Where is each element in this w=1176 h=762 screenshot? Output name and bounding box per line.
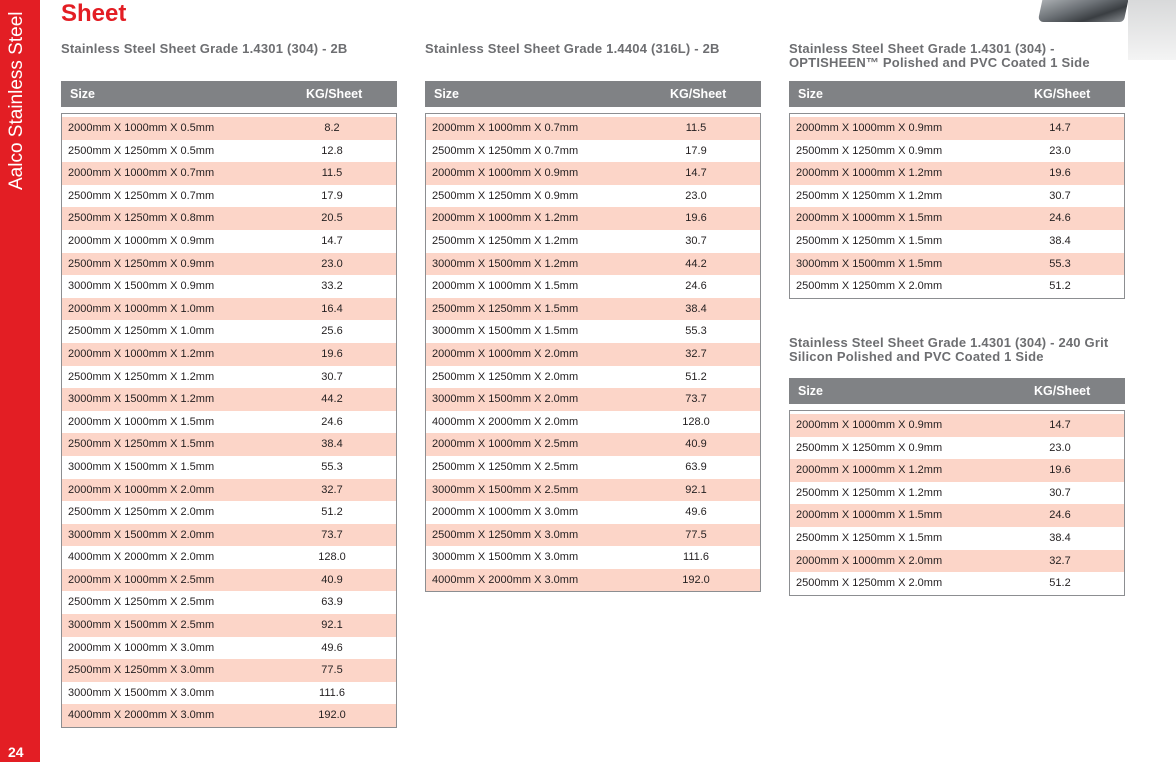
kg-cell: 20.5 (321, 212, 343, 225)
kg-cell: 17.9 (685, 144, 707, 157)
table-row (62, 275, 396, 298)
table-row (790, 550, 1124, 573)
kg-cell: 38.4 (685, 302, 707, 315)
size-cell: 2000mm X 1000mm X 1.5mm (796, 509, 943, 522)
size-cell: 2000mm X 1000mm X 0.7mm (432, 122, 579, 134)
size-cell: 3000mm X 1500mm X 2.0mm (68, 528, 215, 541)
size-cell: 2500mm X 1250mm X 2.5mm (432, 460, 579, 473)
table-header (425, 81, 761, 107)
page-number: 24 (8, 744, 24, 760)
size-cell: 2000mm X 1000mm X 3.0mm (432, 506, 579, 519)
size-cell: 4000mm X 2000mm X 2.0mm (432, 415, 579, 428)
table-row (426, 320, 760, 343)
table-row (62, 682, 396, 705)
table-row (62, 591, 396, 614)
size-cell: 2500mm X 1250mm X 1.2mm (796, 486, 943, 499)
table-row (426, 388, 760, 411)
kg-cell: 30.7 (685, 234, 707, 247)
size-cell: 2500mm X 1250mm X 3.0mm (432, 528, 579, 541)
page-title: Sheet (61, 0, 127, 27)
size-cell: 2000mm X 1000mm X 2.0mm (68, 483, 215, 496)
size-cell: 3000mm X 1500mm X 2.5mm (68, 619, 215, 632)
kg-cell: 14.7 (685, 167, 707, 180)
size-cell: 3000mm X 1500mm X 1.2mm (432, 257, 579, 270)
size-cell: 2000mm X 1000mm X 1.0mm (68, 302, 215, 315)
kg-cell: 19.6 (1049, 464, 1071, 477)
size-cell: 2500mm X 1250mm X 2.0mm (68, 506, 215, 519)
size-cell: 2000mm X 1000mm X 1.2mm (68, 347, 215, 360)
kg-cell: 44.2 (321, 393, 343, 406)
size-cell: 2500mm X 1250mm X 1.2mm (796, 189, 943, 202)
kg-cell: 51.2 (1049, 280, 1071, 293)
sidebar-brand: Aalco Stainless Steel (6, 11, 27, 190)
kg-cell: 19.6 (1049, 167, 1071, 180)
size-cell: 3000mm X 1500mm X 0.9mm (68, 280, 215, 293)
size-cell: 2500mm X 1250mm X 2.0mm (432, 370, 579, 383)
table-row (62, 366, 396, 389)
kg-cell: 14.7 (1049, 419, 1071, 431)
kg-cell: 40.9 (685, 438, 707, 451)
kg-cell: 44.2 (685, 257, 707, 270)
table-row (426, 433, 760, 456)
size-cell: 2000mm X 1000mm X 0.9mm (796, 419, 943, 431)
kg-cell: 32.7 (685, 347, 707, 360)
table-row (62, 637, 396, 660)
table-row (426, 501, 760, 524)
table-row (62, 140, 396, 163)
kg-cell: 73.7 (321, 528, 343, 541)
size-cell: 2500mm X 1250mm X 0.9mm (68, 257, 215, 270)
kg-cell: 19.6 (321, 347, 343, 360)
table-row (62, 433, 396, 456)
table-row (62, 343, 396, 366)
size-cell: 2000mm X 1000mm X 0.7mm (68, 167, 215, 180)
kg-cell: 19.6 (685, 212, 707, 225)
column-header-kg: KG/Sheet (306, 87, 363, 101)
kg-cell: 14.7 (1049, 122, 1071, 134)
table-row (790, 437, 1124, 460)
table-body (789, 113, 1125, 299)
kg-cell: 38.4 (1049, 531, 1071, 544)
kg-cell: 128.0 (682, 415, 710, 428)
table-header (61, 81, 397, 107)
size-cell: 3000mm X 1500mm X 3.0mm (68, 686, 215, 699)
kg-cell: 63.9 (321, 596, 343, 609)
kg-cell: 49.6 (321, 641, 343, 654)
table-row (62, 117, 396, 140)
kg-cell: 38.4 (1049, 234, 1071, 247)
table-heading (789, 336, 1108, 364)
heading-line: Stainless Steel Sheet Grade 1.4301 (304) - 240 Grit (789, 335, 1109, 350)
size-cell: 3000mm X 1500mm X 1.2mm (68, 393, 215, 406)
table-row (790, 572, 1124, 595)
kg-cell: 8.2 (324, 122, 340, 134)
table-row (426, 569, 760, 592)
kg-cell: 55.3 (1049, 257, 1071, 270)
size-cell: 2500mm X 1250mm X 1.5mm (68, 438, 215, 451)
table-row (790, 230, 1124, 253)
size-cell: 2500mm X 1250mm X 2.0mm (796, 577, 943, 590)
kg-cell: 77.5 (321, 664, 343, 677)
size-cell: 2500mm X 1250mm X 1.5mm (796, 234, 943, 247)
table-row (790, 207, 1124, 230)
size-cell: 2000mm X 1000mm X 0.5mm (68, 122, 215, 134)
size-cell: 2500mm X 1250mm X 1.0mm (68, 325, 215, 338)
table-row (426, 140, 760, 163)
table-heading (789, 42, 1090, 70)
kg-cell: 55.3 (685, 325, 707, 338)
kg-cell: 192.0 (318, 709, 346, 722)
column-header-size: Size (798, 87, 824, 101)
size-cell: 2000mm X 1000mm X 1.2mm (432, 212, 579, 225)
table-body (425, 113, 761, 592)
product-image (1038, 0, 1129, 22)
kg-cell: 24.6 (321, 415, 343, 428)
kg-cell: 63.9 (685, 460, 707, 473)
table-row (790, 504, 1124, 527)
table-row (790, 414, 1124, 437)
heading-line: Silicon Polished and PVC Coated 1 Side (789, 349, 1044, 364)
size-cell: 2500mm X 1250mm X 0.9mm (796, 441, 943, 454)
kg-cell: 128.0 (318, 551, 346, 564)
kg-cell: 51.2 (1049, 577, 1071, 590)
size-cell: 2000mm X 1000mm X 2.5mm (68, 573, 215, 586)
kg-cell: 23.0 (1049, 441, 1071, 454)
size-cell: 2500mm X 1250mm X 2.0mm (796, 280, 943, 293)
kg-cell: 40.9 (321, 573, 343, 586)
table-heading (425, 42, 720, 56)
column-header-size: Size (434, 87, 460, 101)
kg-cell: 11.5 (685, 122, 707, 134)
table-row (790, 140, 1124, 163)
kg-cell: 111.6 (683, 551, 709, 564)
table-row (62, 614, 396, 637)
kg-cell: 38.4 (321, 438, 343, 451)
table-row (790, 117, 1124, 140)
table-row (62, 524, 396, 547)
table-row (62, 298, 396, 321)
size-cell: 2000mm X 1000mm X 1.5mm (68, 415, 215, 428)
table-row (62, 230, 396, 253)
kg-cell: 92.1 (321, 619, 343, 632)
table-row (62, 659, 396, 682)
table-row (426, 275, 760, 298)
table-row (790, 482, 1124, 505)
table-row (790, 275, 1124, 298)
size-cell: 2500mm X 1250mm X 0.5mm (68, 144, 215, 157)
heading-line: Stainless Steel Sheet Grade 1.4301 (304) - 2B (61, 41, 348, 56)
table-row (426, 366, 760, 389)
product-image-shadow (1128, 0, 1176, 60)
table-row (790, 527, 1124, 550)
size-cell: 2500mm X 1250mm X 0.8mm (68, 212, 215, 225)
table-row (426, 456, 760, 479)
kg-cell: 23.0 (1049, 144, 1071, 157)
kg-cell: 17.9 (321, 189, 343, 202)
table-row (790, 185, 1124, 208)
size-cell: 2500mm X 1250mm X 1.2mm (68, 370, 215, 383)
table-row (62, 479, 396, 502)
size-cell: 2500mm X 1250mm X 0.9mm (432, 189, 579, 202)
kg-cell: 92.1 (685, 483, 707, 496)
column-header-size: Size (70, 87, 96, 101)
kg-cell: 33.2 (321, 280, 343, 293)
sidebar (0, 0, 40, 762)
table-row (62, 704, 396, 727)
table-row (62, 185, 396, 208)
size-cell: 2500mm X 1250mm X 1.2mm (432, 234, 579, 247)
table-row (426, 162, 760, 185)
kg-cell: 24.6 (685, 280, 707, 293)
column-header-kg: KG/Sheet (1034, 87, 1091, 101)
size-cell: 3000mm X 1500mm X 1.5mm (796, 257, 943, 270)
table-row (790, 459, 1124, 482)
table-row (62, 162, 396, 185)
size-cell: 2500mm X 1250mm X 0.9mm (796, 144, 943, 157)
column-header-kg: KG/Sheet (670, 87, 727, 101)
size-cell: 2500mm X 1250mm X 0.7mm (432, 144, 579, 157)
size-cell: 2000mm X 1000mm X 0.9mm (68, 234, 215, 247)
table-row (62, 501, 396, 524)
size-cell: 4000mm X 2000mm X 3.0mm (432, 573, 579, 586)
size-cell: 4000mm X 2000mm X 2.0mm (68, 551, 215, 564)
kg-cell: 32.7 (1049, 554, 1071, 567)
column-header-kg: KG/Sheet (1034, 384, 1091, 398)
size-cell: 2500mm X 1250mm X 0.7mm (68, 189, 215, 202)
kg-cell: 14.7 (321, 234, 343, 247)
table-row (426, 343, 760, 366)
size-cell: 4000mm X 2000mm X 3.0mm (68, 709, 215, 722)
kg-cell: 32.7 (321, 483, 343, 496)
kg-cell: 30.7 (321, 370, 343, 383)
table-row (426, 207, 760, 230)
table-row (790, 162, 1124, 185)
table-row (426, 524, 760, 547)
kg-cell: 16.4 (321, 302, 343, 315)
size-cell: 2000mm X 1000mm X 2.0mm (432, 347, 579, 360)
kg-cell: 25.6 (321, 325, 343, 338)
size-cell: 2000mm X 1000mm X 0.9mm (796, 122, 943, 134)
table-row (790, 253, 1124, 276)
size-cell: 2000mm X 1000mm X 1.2mm (796, 167, 943, 180)
heading-line: Stainless Steel Sheet Grade 1.4404 (316L) - 2B (425, 41, 720, 56)
table-header (789, 378, 1125, 404)
size-cell: 2000mm X 1000mm X 1.2mm (796, 464, 943, 477)
table-row (62, 411, 396, 434)
kg-cell: 12.8 (321, 144, 343, 157)
table-row (62, 388, 396, 411)
kg-cell: 49.6 (685, 506, 707, 519)
size-cell: 2000mm X 1000mm X 2.5mm (432, 438, 579, 451)
table-row (62, 253, 396, 276)
size-cell: 2000mm X 1000mm X 3.0mm (68, 641, 215, 654)
table-row (62, 546, 396, 569)
kg-cell: 23.0 (321, 257, 343, 270)
column-header-size: Size (798, 384, 824, 398)
size-cell: 2500mm X 1250mm X 1.5mm (432, 302, 579, 315)
table-body (61, 113, 397, 728)
table-header (789, 81, 1125, 107)
kg-cell: 192.0 (682, 573, 710, 586)
size-cell: 2500mm X 1250mm X 1.5mm (796, 531, 943, 544)
table-row (426, 298, 760, 321)
table-row (62, 456, 396, 479)
size-cell: 3000mm X 1500mm X 1.5mm (432, 325, 579, 338)
table-row (426, 117, 760, 140)
table-row (426, 411, 760, 434)
size-cell: 3000mm X 1500mm X 3.0mm (432, 551, 579, 564)
size-cell: 2500mm X 1250mm X 2.5mm (68, 596, 215, 609)
table-row (426, 230, 760, 253)
table-row (426, 253, 760, 276)
table-body (789, 410, 1125, 596)
table-heading (61, 42, 347, 56)
kg-cell: 24.6 (1049, 509, 1071, 522)
size-cell: 3000mm X 1500mm X 1.5mm (68, 460, 215, 473)
table-row (426, 479, 760, 502)
table-row (62, 207, 396, 230)
heading-line: Stainless Steel Sheet Grade 1.4301 (304) - (789, 41, 1055, 56)
size-cell: 3000mm X 1500mm X 2.0mm (432, 393, 579, 406)
kg-cell: 51.2 (321, 506, 343, 519)
kg-cell: 23.0 (685, 189, 707, 202)
kg-cell: 111.6 (319, 686, 345, 699)
kg-cell: 77.5 (685, 528, 707, 541)
size-cell: 3000mm X 1500mm X 2.5mm (432, 483, 579, 496)
size-cell: 2000mm X 1000mm X 2.0mm (796, 554, 943, 567)
kg-cell: 24.6 (1049, 212, 1071, 225)
heading-line: OPTISHEEN™ Polished and PVC Coated 1 Side (789, 55, 1090, 70)
size-cell: 2500mm X 1250mm X 3.0mm (68, 664, 215, 677)
table-row (426, 546, 760, 569)
size-cell: 2000mm X 1000mm X 1.5mm (432, 280, 579, 293)
size-cell: 2000mm X 1000mm X 1.5mm (796, 212, 943, 225)
kg-cell: 73.7 (685, 393, 707, 406)
table-row (62, 320, 396, 343)
table-row (62, 569, 396, 592)
kg-cell: 30.7 (1049, 189, 1071, 202)
table-row (426, 185, 760, 208)
size-cell: 2000mm X 1000mm X 0.9mm (432, 167, 579, 180)
kg-cell: 30.7 (1049, 486, 1071, 499)
kg-cell: 55.3 (321, 460, 343, 473)
kg-cell: 51.2 (685, 370, 707, 383)
kg-cell: 11.5 (321, 167, 343, 180)
